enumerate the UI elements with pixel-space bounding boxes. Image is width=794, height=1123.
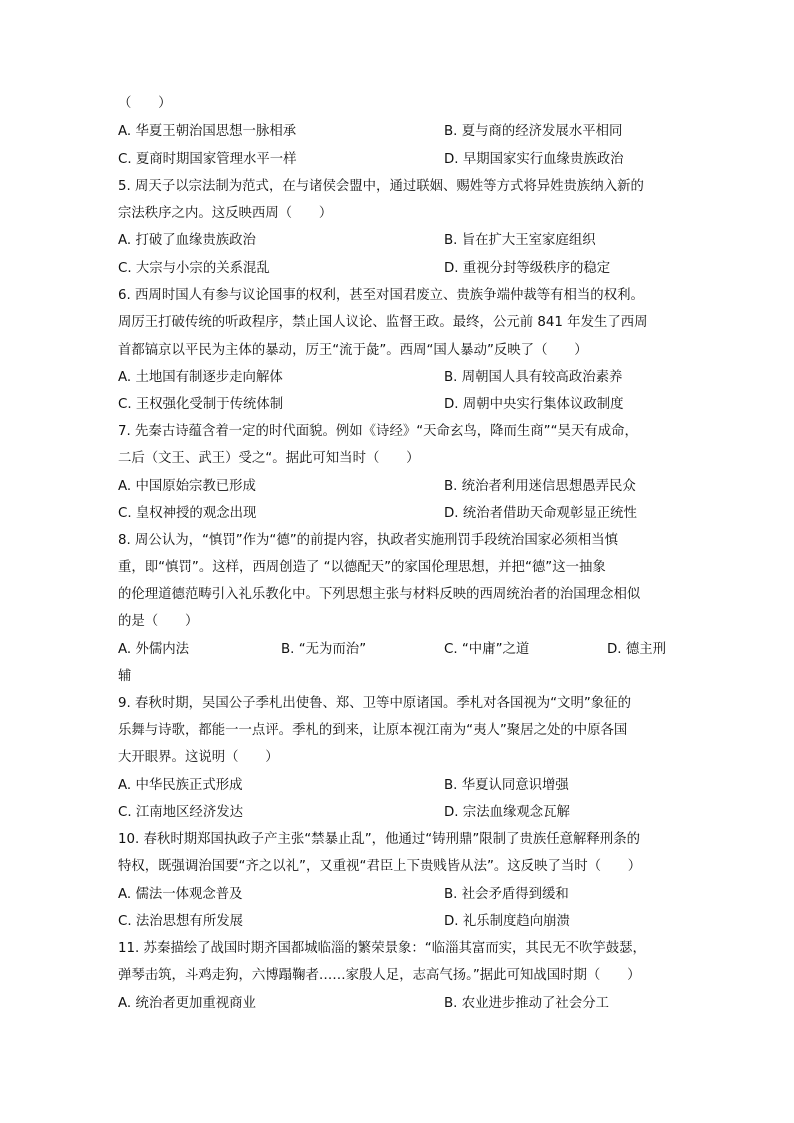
q4-option-a: A. 华夏王朝治国思想一脉相承 [118, 124, 297, 139]
q10-option-b: B. 社会矛盾得到缓和 [444, 887, 569, 902]
q9-option-a: A. 中华民族正式形成 [118, 778, 243, 793]
q8-option-d-wrap: 辅 [118, 669, 132, 684]
q7-option-a: A. 中国原始宗教已形成 [118, 479, 256, 494]
q8-option-b: B. “无为而治” [281, 642, 367, 657]
q7-option-c: C. 皇权神授的观念出现 [118, 506, 257, 521]
q8-option-a: A. 外儒内法 [118, 642, 189, 657]
q7-option-d: D. 统治者借助天命观彰显正统性 [444, 506, 637, 521]
q9-stem-line: 乐舞与诗歌，都能一一点评。季札的到来，让原本视江南为“夷人”聚居之处的中原各国 [118, 723, 628, 738]
q10-stem-line: 10. 春秋时期郑国执政子产主张“禁暴止乱”，他通过“铸刑鼎”限制了贵族任意解释刑条的 [118, 832, 640, 847]
q8-stem-line: 的伦理道德范畴引入礼乐教化中。下列思想主张与材料反映的西周统治者的治国理念相似 [118, 587, 641, 602]
q5-stem-line: 宗法秩序之内。这反映西周（ ） [118, 206, 333, 221]
q6-option-b: B. 周朝国人具有较高政治素养 [444, 370, 623, 385]
q9-option-c: C. 江南地区经济发达 [118, 805, 243, 820]
q7-stem-line: 7. 先秦古诗蕴含着一定的时代面貌。例如《诗经》“天命玄鸟，降而生商”“昊天有成命， [118, 424, 638, 439]
q6-option-c: C. 王权强化受制于传统体制 [118, 397, 284, 412]
q9-option-b: B. 华夏认同意识增强 [444, 778, 569, 793]
q11-stem-line: 11. 苏秦描绘了战国时期齐国都城临淄的繁荣景象：“临淄其富而实，其民无不吹竽鼓瑟， [118, 941, 646, 956]
q6-option-a: A. 土地国有制逐步走向解体 [118, 370, 283, 385]
q7-option-b: B. 统治者利用迷信思想愚弄民众 [444, 479, 636, 494]
q4-option-c: C. 夏商时期国家管理水平一样 [118, 152, 297, 167]
q8-stem-line: 的是（ ） [118, 614, 199, 629]
q4-option-b: B. 夏与商的经济发展水平相同 [444, 124, 623, 139]
q6-option-d: D. 周朝中央实行集体议政制度 [444, 397, 624, 412]
q9-stem-line: 9. 春秋时期，吴国公子季札出使鲁、郑、卫等中原诸国。季札对各国视为“文明”象征的 [118, 696, 631, 711]
q5-option-d: D. 重视分封等级秩序的稳定 [444, 261, 611, 276]
q10-option-a: A. 儒法一体观念普及 [118, 887, 243, 902]
q5-option-c: C. 大宗与小宗的关系混乱 [118, 261, 270, 276]
q4-option-d: D. 早期国家实行血缘贵族政治 [444, 152, 624, 167]
q7-stem-line: 二后（文王、武王）受之“。据此可知当时（ ） [118, 451, 420, 466]
q6-stem-line: 周厉王打破传统的听政程序，禁止国人议论、监督王政。最终，公元前 841 年发生了西周 [118, 315, 648, 330]
q5-stem-line: 5. 周天子以宗法制为范式，在与诸侯会盟中，通过联姻、赐姓等方式将异姓贵族纳入新的 [118, 179, 644, 194]
q8-stem-line: 重，即“慎罚”。这样，西周创造了 “以德配天”的家国伦理思想，并把“德”这一抽象 [118, 560, 606, 575]
q6-stem-line: 首都镐京以平民为主体的暴动，厉王“流于彘”。西周“国人暴动”反映了（ ） [118, 343, 588, 358]
q9-option-d: D. 宗法血缘观念瓦解 [444, 805, 570, 820]
q10-option-c: C. 法治思想有所发展 [118, 914, 243, 929]
q4-answer-blank: （ ） [118, 96, 172, 111]
q8-option-d: D. 德主刑 [607, 642, 666, 657]
q6-stem-line: 6. 西周时国人有参与议论国事的权利，甚至对国君废立、贵族争端仲裁等有相当的权利。 [118, 288, 644, 303]
q11-option-a: A. 统治者更加重视商业 [118, 996, 256, 1011]
q8-stem-line: 8. 周公认为，“慎罚”作为“德”的前提内容，执政者实施刑罚手段统治国家必须相当慎 [118, 533, 619, 548]
q5-option-b: B. 旨在扩大王室家庭组织 [444, 233, 596, 248]
q10-stem-line: 特权，既强调治国要“齐之以礼”，又重视“君臣上下贵贱皆从法”。这反映了当时（ ） [118, 859, 642, 874]
q10-option-d: D. 礼乐制度趋向崩溃 [444, 914, 570, 929]
q8-option-c: C. “中庸”之道 [444, 642, 530, 657]
q11-option-b: B. 农业进步推动了社会分工 [444, 996, 609, 1011]
q5-option-a: A. 打破了血缘贵族政治 [118, 233, 256, 248]
q11-stem-line: 弹琴击筑，斗鸡走狗，六博蹋鞠者……家殷人足，志高气扬。”据此可知战国时期（ ） [118, 968, 641, 983]
q9-stem-line: 大开眼界。这说明（ ） [118, 750, 279, 765]
